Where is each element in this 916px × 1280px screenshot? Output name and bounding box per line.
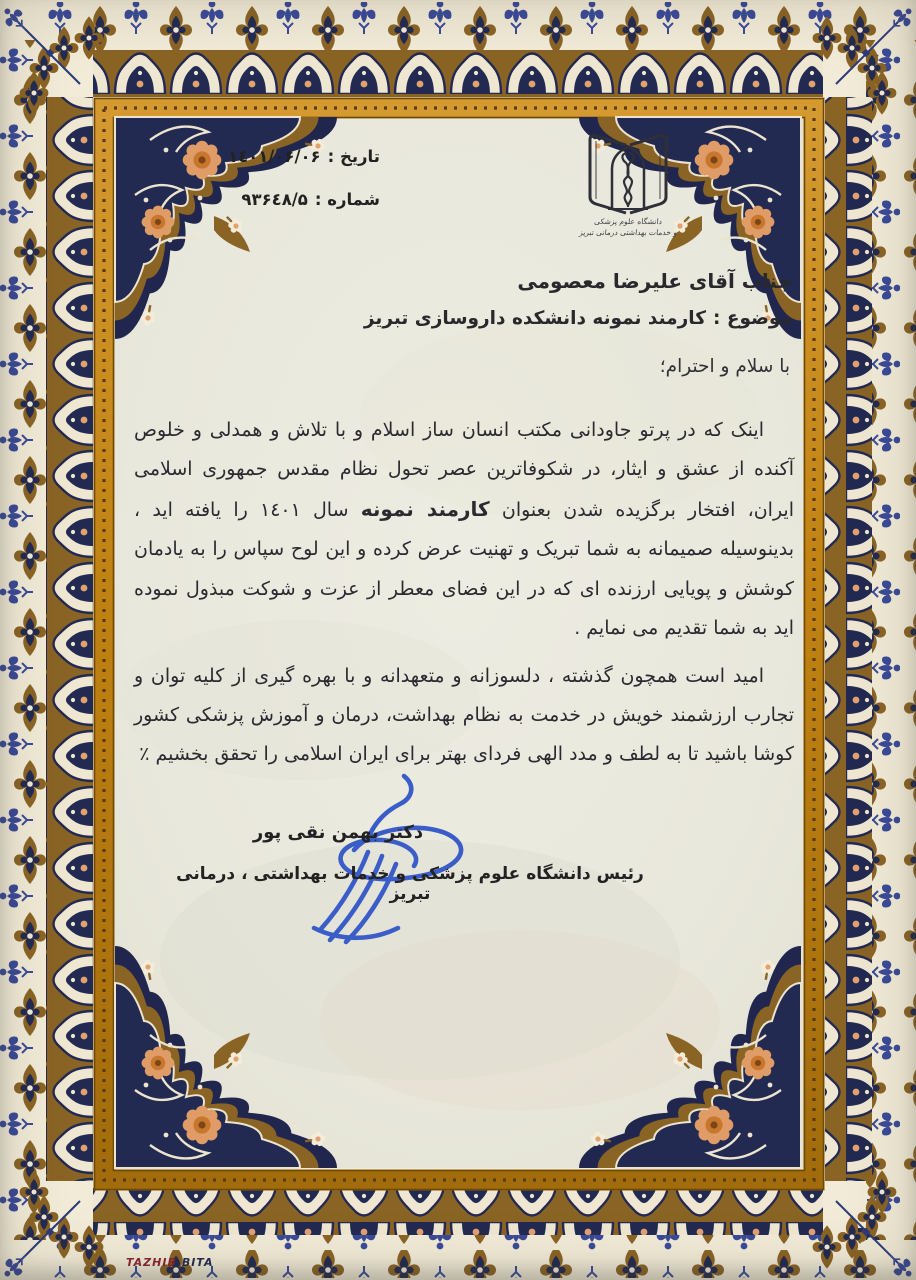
watermark-name: BITA (181, 1256, 214, 1269)
signatory-title: رئیس دانشگاه علوم پزشکی و خدمات بهداشتی ، درمانی تبریز (176, 864, 644, 904)
date-value: ۱٤۰۱/۰۶/۰۶ (228, 147, 321, 166)
letter (128, 117, 796, 774)
salutation: با سلام و احترام؛ (659, 356, 790, 377)
body-paragraph-2: امید است همچون گذشته ، دلسوزانه و متعهدانه و با بهره گیری از کلیه توان و تجارب ارزشمند خویش در خدمت به نظام بهداشت، درمان و آموزش پزشکی کشور کوشا باشید تا به لطف و مدد الهی فردای بهتر برای ایران اسلامی را تحقق بخشیم ٪ (134, 664, 794, 766)
signature-block (160, 822, 660, 904)
logo-caption-line1: دانشگاه علوم پزشکی (593, 217, 663, 226)
illuminator-watermark (126, 1256, 213, 1269)
signatory-name: دکتر بهمن نقی پور (252, 822, 424, 843)
paragraph-1-after: سال ۱٤۰۱ را یافته اید ، بدینوسیله صمیمانه به شما تبریک و تهنیت عرض کرده و این لوح سپاس را به یادمان کوشش و پویایی ارزنده ای که در این فضای معطر از عزت و شوکت مبذول نموده اید به شما تقدیم می نمایم . (134, 499, 794, 639)
date-row (228, 147, 380, 166)
date-label: تاریخ : (327, 147, 380, 166)
paragraph-1-before: اینک که در پرتو جاودانی مکتب انسان ساز اسلام و با تلاش و همدلی و خلوص آکنده از عشق و ایثار، در شکوفاترین عصر تحول نظام مقدس جمهوری اسلامی ایران، افتخار برگزیده شدن بعنوان (134, 419, 794, 522)
letter-header (128, 117, 796, 269)
subject-line (128, 308, 792, 329)
number-value: ۹۳۶٤۸/۵ (241, 190, 308, 209)
university-logo-icon (580, 131, 676, 217)
letter-meta (228, 147, 380, 209)
subject-label: موضوع : (712, 308, 792, 329)
number-label: شماره : (314, 190, 380, 209)
number-row (228, 190, 380, 209)
logo-caption-line2: و خدمات بهداشتی درمانی تبریز (578, 227, 678, 237)
watermark-artist: TAZHIB (126, 1256, 177, 1269)
exemplary-employee-bold: کارمند نمونه (360, 497, 490, 522)
recipient-line: جناب آقای علیرضا معصومی (517, 269, 792, 293)
university-logo (578, 131, 678, 239)
body-paragraph-1 (134, 411, 794, 648)
subject-text: کارمند نمونه دانشکده داروسازی تبریز (363, 308, 706, 329)
